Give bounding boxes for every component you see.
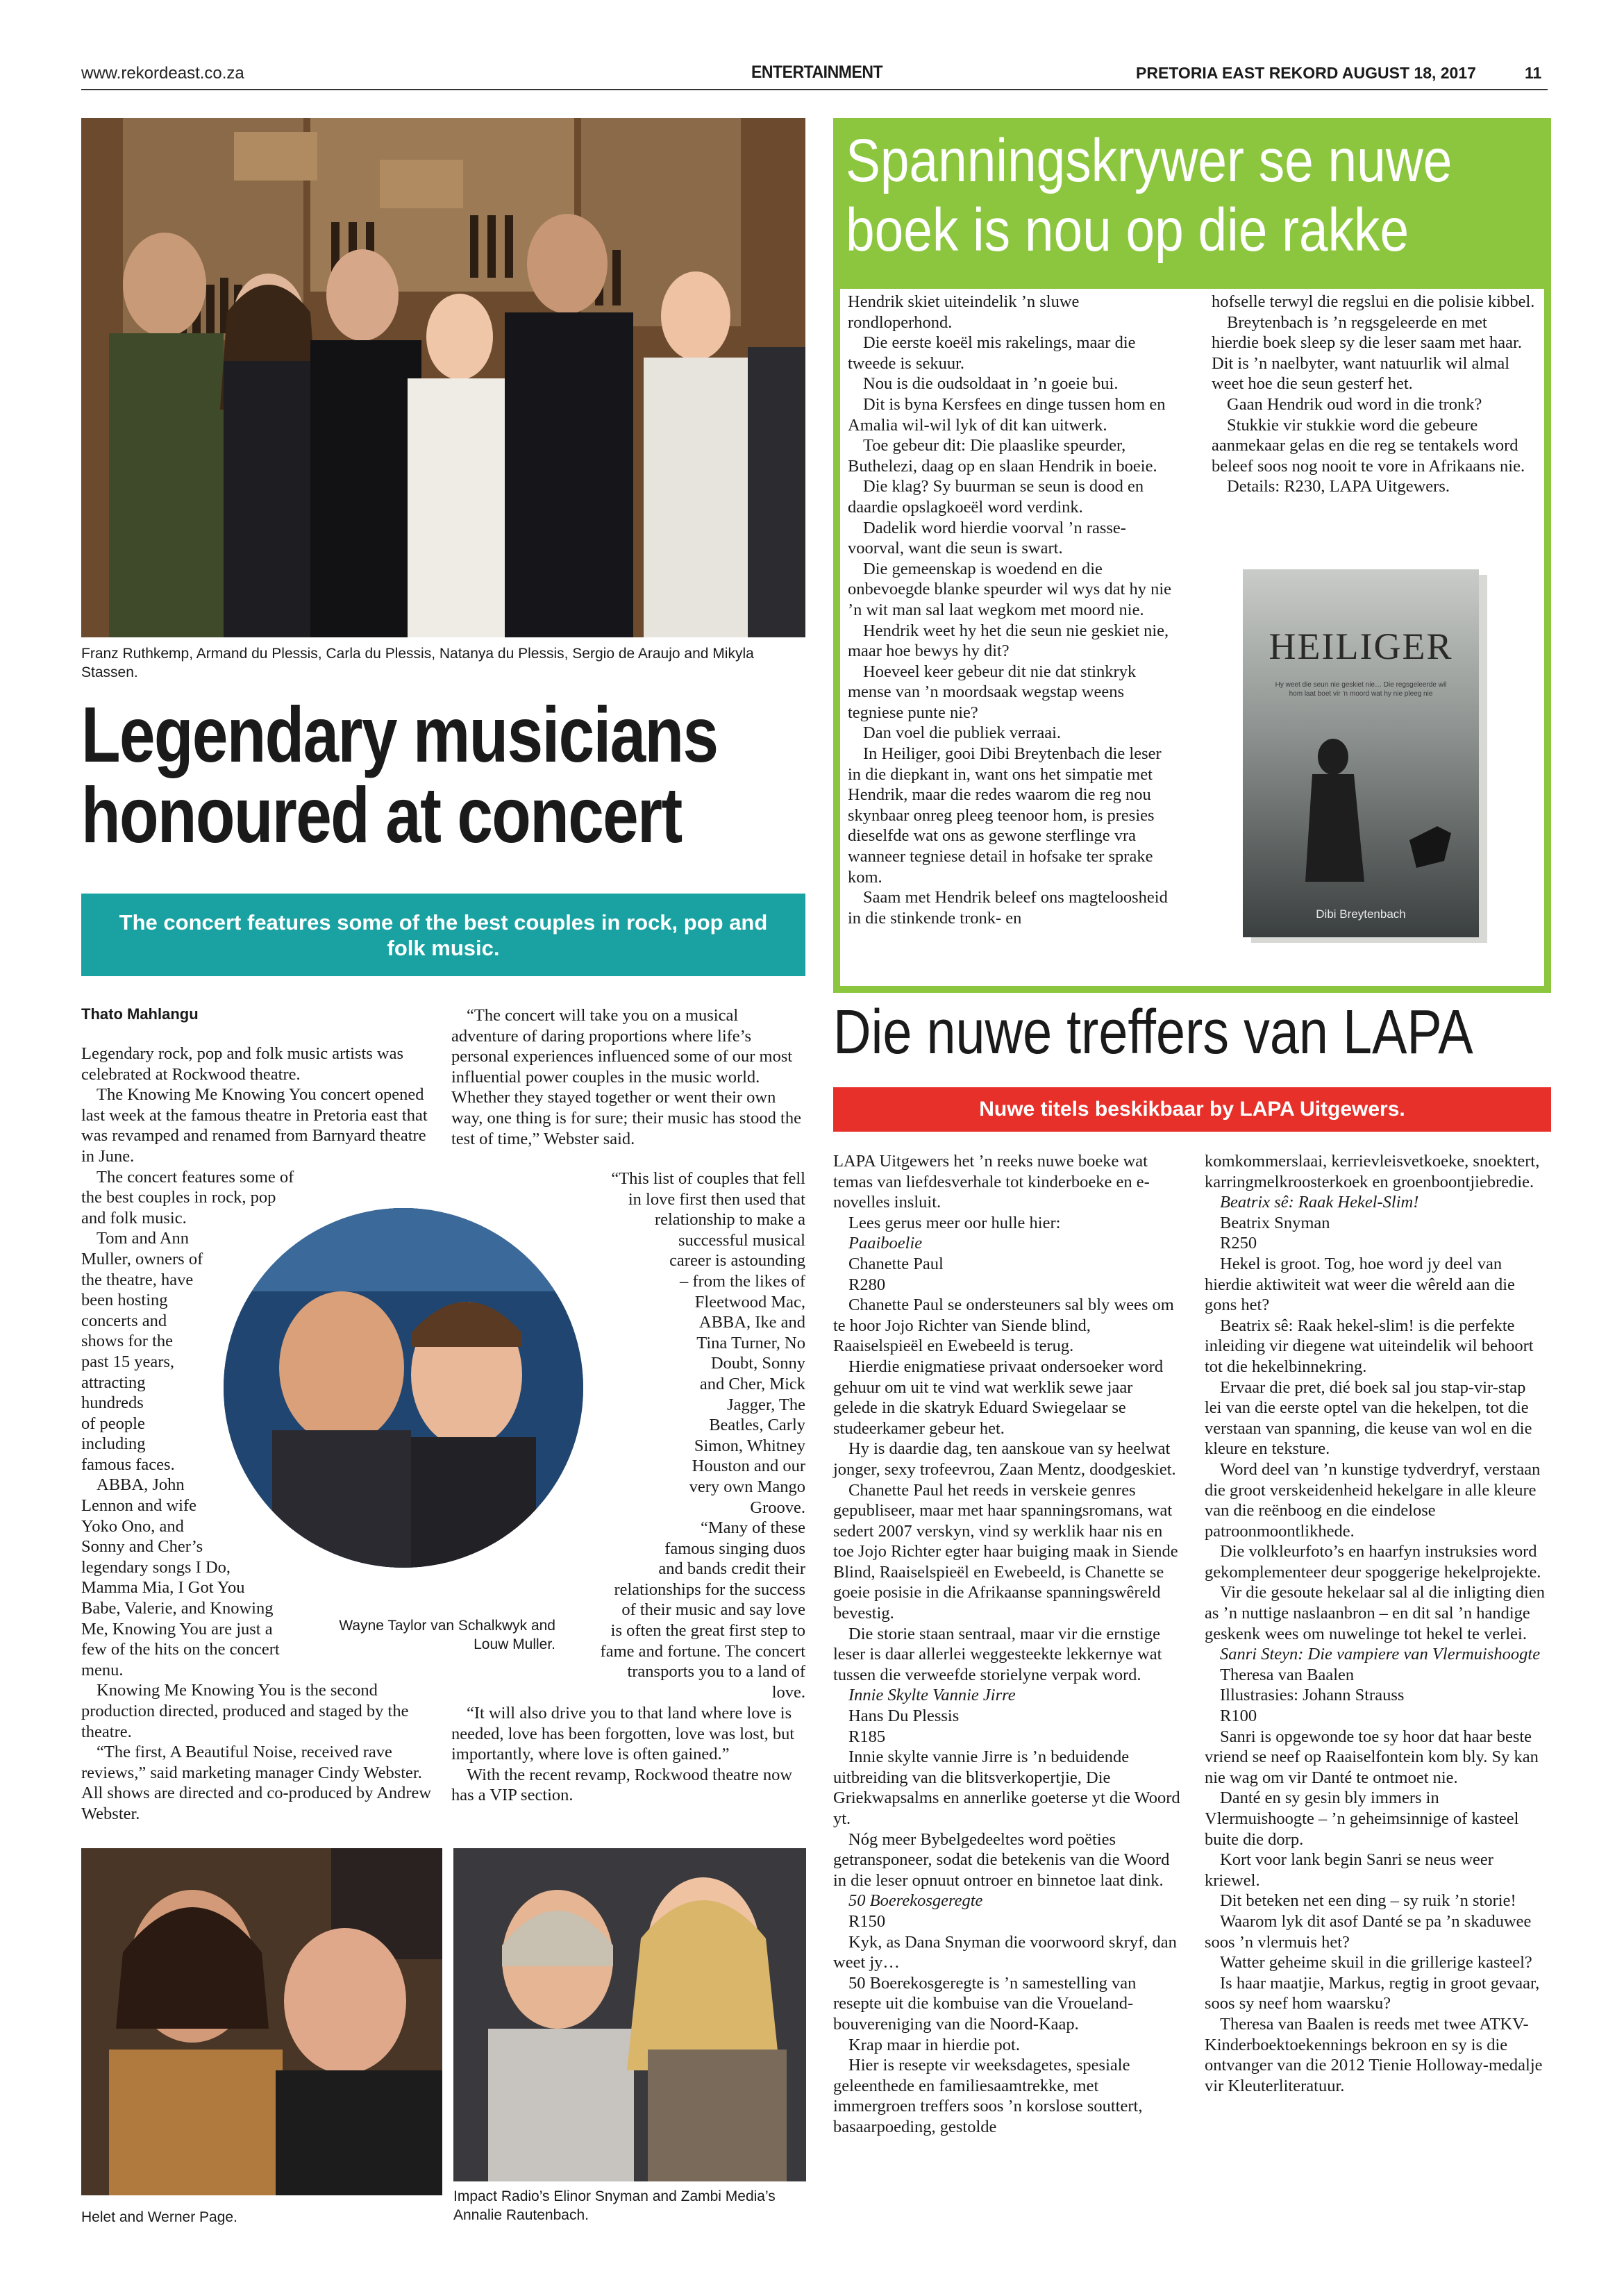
thriller-paragraph: Saam met Hendrik beleef ons magteloosheid in die stinkende tronk- en	[848, 888, 1168, 928]
lapa-paragraph: R185	[848, 1727, 886, 1746]
section-label: ENTERTAINMENT	[751, 62, 883, 82]
lapa-paragraph: komkommerslaai, kerrievleisvetkoeke, snoektert, karringmelkroosterkoek en groenboontjiebredie.	[1205, 1152, 1540, 1191]
thriller-col2	[1212, 292, 1538, 497]
wrap-line: Fleetwood Mac,	[694, 1292, 805, 1312]
thriller-paragraph: Hendrik skiet uiteindelik ’n sluwe rondloperhond.	[848, 292, 1080, 332]
lapa-standfirst: Nuwe titels beskikbaar by LAPA Uitgewers.	[979, 1098, 1405, 1121]
wrap-line: relationships for the success	[614, 1579, 805, 1599]
concert-col2-p4: “It will also drive you to that land where love is needed, love has been forgotten, love was lost, but importantly, where love is often gained.”	[451, 1704, 795, 1764]
lapa-headline: Die nuwe treffers van LAPA	[833, 998, 1473, 1067]
concert-p4-line: the theatre, have	[81, 1270, 194, 1289]
lapa-book-title: Paaiboelie	[848, 1234, 923, 1253]
lapa-paragraph: R150	[848, 1911, 886, 1931]
book-cover	[1243, 569, 1479, 937]
lapa-paragraph: Word deel van ’n kunstige tydverdryf, verstaan die groot verskeidenheid hekelgare in alle kleure van die reënboog en die eindelose patroonmoontlikhede.	[1205, 1459, 1541, 1541]
page-url: www.rekordeast.co.za	[81, 64, 244, 83]
lapa-paragraph: Hans Du Plessis	[848, 1707, 960, 1726]
lapa-paragraph: Lees gerus meer oor hulle hier:	[848, 1213, 1061, 1232]
concert-standfirst-bar	[81, 894, 805, 976]
thriller-col1	[848, 292, 1178, 928]
lapa-paragraph: Hy is daardie dag, ten aanskoue van sy heelwat jonger, sexy trofeevrou, Zaan Mentz, doodgeskiet.	[833, 1439, 1176, 1479]
lapa-paragraph: Sanri is opgewonde toe sy hoor dat haar beste vriend se neef op Raaiselfontein kom bly. Sy kan nie wag om vir Danté te ontmoet nie.	[1205, 1727, 1539, 1787]
wrap-line: Simon, Whitney	[694, 1436, 805, 1455]
photo-elinor-zambi	[453, 1848, 806, 2181]
concert-p5-line: Sonny and Cher’s	[81, 1537, 203, 1557]
lapa-paragraph: Kort voor lank begin Sanri se neus weer kriewel.	[1205, 1850, 1493, 1890]
concert-p2: The Knowing Me Knowing You concert opened last week at the famous theatre in Pretoria east that was revamped and renamed from Barnyard theatre in June.	[81, 1085, 428, 1166]
thriller-paragraph: Dit is byna Kersfees en dinge tussen hom en Amalia wil-wil lyk of dit kan uitwerk.	[848, 394, 1166, 435]
concert-standfirst: The concert features some of the best couples in rock, pop and folk music.	[119, 910, 768, 960]
wrap-line: famous singing duos	[664, 1539, 805, 1558]
wrap-line: very own Mango	[689, 1477, 805, 1496]
thriller-paragraph: Gaan Hendrik oud word in die tronk?	[1227, 394, 1482, 414]
thriller-paragraph: Die gemeenskap is woedend en die onbevoegde blanke speurder wil wys dat hy nie ’n wit man sal laat wegkom met moord nie.	[848, 559, 1172, 619]
wrap-line: in love first then used that	[628, 1189, 805, 1209]
thriller-paragraph: Hendrik weet hy het die seun nie geskiet nie, maar hoe bewys hy dit?	[848, 621, 1169, 661]
thriller-paragraph: Die eerste koeël mis rakelings, maar die tweede is sekuur.	[848, 333, 1136, 373]
lapa-paragraph: Die storie staan sentraal, maar vir die ernstige leser is daar allerlei weggesteekte lekkernye wat tussen die verweefde storielyne verpak word.	[833, 1624, 1162, 1684]
lapa-book-title: 50 Boerekosgeregte	[848, 1891, 983, 1911]
wrap-line: career is astounding	[669, 1251, 805, 1271]
concert-p5-line: Lennon and wife	[81, 1496, 196, 1516]
wrap-line: fame and fortune. The concert	[600, 1641, 805, 1661]
lapa-book-title: Beatrix sê: Raak Hekel-Slim!	[1220, 1193, 1419, 1212]
lapa-paragraph: Die volkleurfoto’s en haarfyn instruksies word gekomplementeer deur spoggerige hekelprojekte.	[1205, 1542, 1541, 1582]
concert-p4-line: of people	[81, 1414, 145, 1433]
book-silhouette	[1243, 722, 1479, 903]
wrap-line: relationship to make a	[654, 1210, 805, 1230]
concert-p5-line: Me, Knowing You are just a	[81, 1619, 273, 1639]
lapa-paragraph: Vir die gesoute hekelaar sal al die inligting dien as ’n nuttige naslaanbron – en dit sal ’n handige geskenk wees om nuwelinge tot hekel te verlei.	[1205, 1583, 1545, 1643]
concert-p4-line: including	[81, 1434, 146, 1454]
wrap-line: Doubt, Sonny	[710, 1354, 805, 1373]
wrap-line: is often the great first step to	[610, 1621, 805, 1641]
book-author: Dibi Breytenbach	[1316, 907, 1406, 921]
book-title: HEILIGER	[1269, 626, 1453, 667]
thriller-paragraph: Nou is die oudsoldaat in ’n goeie bui.	[863, 374, 1119, 394]
concert-p7: “The first, A Beautiful Noise, received rave reviews,” said marketing manager Cindy Webster. All shows are directed and co-produced by Andrew Webster.	[81, 1743, 432, 1823]
concert-p5-line: legendary songs I Do,	[81, 1557, 231, 1577]
wrap-line: Tina Turner, No	[696, 1333, 805, 1352]
lapa-paragraph: Nóg meer Bybelgedeeltes word poëties getransponeer, sodat die betekenis van die Woord in die leser opnuut ontroer en binnetoe laat dink.	[833, 1829, 1170, 1890]
concert-p6: Knowing Me Knowing You is the second production directed, produced and staged by the theatre.	[81, 1681, 409, 1741]
thriller-paragraph: hofselle terwyl die regslui en die polisie kibbel.	[1212, 292, 1535, 311]
wrap-line: of their music and say love	[621, 1600, 805, 1620]
lapa-paragraph: Dit beteken net een ding – sy ruik ’n storie!	[1220, 1891, 1516, 1911]
lapa-paragraph: Waarom lyk dit asof Danté se pa ’n skaduwee soos ’n vlermuis het?	[1205, 1911, 1532, 1952]
concert-col2-p1: “The concert will take you on a musical adventure of daring proportions where life’s personal experiences influenced some of our most influential power couples in the music world. Whether they stayed together or went their own way, one thing is for sure; their music has stood the test of time,” Webster said.	[451, 1006, 801, 1148]
lapa-paragraph: Chanette Paul	[848, 1254, 944, 1273]
thriller-paragraph: Dan voel die publiek verraai.	[863, 723, 1062, 743]
concert-p5-line: menu.	[81, 1660, 124, 1679]
lapa-paragraph: Ervaar die pret, dié boek sal jou stap-vir-stap lei van die eerste optel van die hekelpen, tot die verstaan van spanning, die keuse van wol en die kleure en teksture.	[1205, 1377, 1532, 1459]
lapa-col1	[833, 1151, 1180, 2138]
wrap-line: love.	[771, 1682, 805, 1702]
concert-p4-line: Muller, owners of	[81, 1249, 203, 1268]
concert-p3-line: the best couples in rock, pop	[81, 1188, 276, 1207]
wrap-line: Beatles, Carly	[709, 1416, 805, 1435]
byline: Thato Mahlangu	[81, 1005, 199, 1023]
wrap-line: and bands credit their	[658, 1559, 805, 1579]
thriller-paragraph: Hoeveel keer gebeur dit nie dat stinkryk mense van ’n moordsaak wegstap weens tegniese punte nie?	[848, 662, 1137, 722]
lapa-paragraph: Hierdie enigmatiese privaat ondersoeker word gehuur om uit te vind wat werklik sewe jaar gelede in die skatryk Eduard Swiegelaar se studeerkamer gebeur het.	[833, 1357, 1164, 1438]
lapa-paragraph: Theresa van Baalen is reeds met twee ATKV-Kinderboektoekennings bekroon en sy is die ontvanger van die 2012 Tienie Holloway-medalje vir Kleuterliteratuur.	[1205, 2014, 1543, 2095]
lapa-paragraph: LAPA Uitgewers het ’n reeks nuwe boeke wat temas van liefdesverhale tot kinderboeke en e-novelles insluit.	[833, 1152, 1150, 1212]
lapa-paragraph: Hier is resepte vir weeksdagetes, spesiale geleenthede en familiesaamtrekke, met immergroen treffers soos ’n korslose souttert, basaarpoeding, gestolde	[833, 2056, 1143, 2136]
page-number: 11	[1525, 64, 1542, 82]
headline-line-2: honoured at concert	[81, 771, 682, 859]
thriller-headline-line-1: Spanningskrywer se nuwe	[846, 127, 1453, 194]
concert-intro: Legendary rock, pop and folk music artists was celebrated at Rockwood theatre.	[81, 1044, 404, 1084]
lapa-standfirst-bar	[833, 1087, 1551, 1132]
lapa-paragraph: Innie skylte vannie Jirre is ’n beduidende uitbreiding van die blitsverkopertjie, Die Griekwapsalms en annerlike goeterse yt die Woord yt.	[833, 1748, 1180, 1828]
wrap-line: Jagger, The	[727, 1395, 805, 1414]
group-photo	[81, 118, 805, 637]
lapa-paragraph: Danté en sy gesin bly immers in Vlermuishoogte – ’n geheimsinnige of kasteel buite die dorp.	[1205, 1788, 1519, 1849]
lapa-paragraph: R250	[1220, 1234, 1257, 1253]
wrap-line: ABBA, Ike and	[698, 1313, 805, 1332]
lapa-book-title: Innie Skylte Vannie Jirre	[848, 1686, 1016, 1705]
lapa-paragraph: Beatrix Snyman	[1220, 1213, 1330, 1232]
lapa-paragraph: R100	[1220, 1707, 1257, 1726]
concert-p5-line: ABBA, John	[97, 1475, 185, 1495]
wrap-line: Houston and our	[692, 1457, 805, 1476]
lapa-paragraph: 50 Boerekosgeregte is ’n samestelling van resepte uit die kombuise van die Vrouelandbouvereniging van die Noord-Kaap.	[833, 1973, 1137, 2034]
wrap-line: Groove.	[750, 1498, 805, 1517]
concert-p4-line: shows for the	[81, 1332, 174, 1351]
thriller-paragraph: Details: R230, LAPA Uitgewers.	[1227, 477, 1450, 496]
lapa-paragraph: Beatrix sê: Raak hekel-slim! is die perfekte inleiding vir diegene wat uiteindelik wil behoort tot die hekelbinnekring.	[1205, 1316, 1534, 1376]
lapa-paragraph: Theresa van Baalen	[1220, 1665, 1355, 1684]
photo-helet-werner	[81, 1848, 442, 2195]
circle-photo-caption: Wayne Taylor van Schalkwyk and Louw Muller.	[339, 1618, 555, 1652]
concert-p5-line: Yoko Ono, and	[81, 1516, 184, 1536]
concert-p3-line: and folk music.	[81, 1208, 187, 1227]
lapa-paragraph: Kyk, as Dana Snyman die voorwoord skryf, dan weet jy…	[833, 1932, 1177, 1972]
wrap-line: “Many of these	[700, 1518, 805, 1538]
thriller-headline	[846, 126, 1453, 265]
lapa-paragraph: Illustrasies: Johann Strauss	[1220, 1686, 1405, 1705]
concert-p5-line: few of the hits on the concert	[81, 1640, 280, 1659]
thriller-paragraph: Dadelik word hierdie voorval ’n rasse-voorval, want die seun is swart.	[848, 518, 1126, 558]
concert-p5-line: Babe, Valerie, and Knowing	[81, 1599, 274, 1618]
lapa-col2	[1205, 1151, 1545, 2096]
headline-line-1: Legendary musicians	[81, 691, 718, 778]
lapa-paragraph: Chanette Paul het reeds in verskeie genres gepubliseer, maar met haar spanningsromans, wat sedert 2007 verskyn, vind sy werklik haar nis en toe Jojo Richter egter haar buiging maak in Siende Blind, Raaiselspieël en Ewebeeld, is Chanette se goeie posisie in die Afrikaanse spanningswêreld bevestig.	[833, 1480, 1178, 1623]
wrap-line: transports you to a land of	[627, 1662, 805, 1682]
book-tagline: Hy weet die seun nie geskiet nie… Die regsgeleerde wil hom laat boet vir ’n moord wat hy nie pleeg nie	[1275, 681, 1447, 698]
lapa-paragraph: R280	[848, 1275, 886, 1294]
concert-p4-line: been hosting	[81, 1291, 168, 1310]
thriller-headline-line-2: boek is nou op die rakke	[846, 196, 1409, 264]
concert-p4-line: Tom and Ann	[97, 1229, 190, 1248]
thriller-paragraph: Stukkie vir stukkie word die gebeure aanmekaar gelas en die reg se tentakels word beleef soos nog nooit te vore in Afrikaans nie.	[1212, 415, 1525, 476]
concert-col2-top	[451, 1005, 805, 1149]
wrap-line: successful musical	[678, 1230, 805, 1250]
lapa-book-title: Sanri Steyn: Die vampiere van Vlermuishoogte	[1220, 1645, 1541, 1664]
group-photo-caption: Franz Ruthkemp, Armand du Plessis, Carla du Plessis, Natanya du Plessis, Sergio de Araujo and Mikyla Stassen.	[81, 646, 754, 680]
concert-p4-line: famous faces.	[81, 1455, 175, 1474]
concert-p4-line: hundreds	[81, 1393, 144, 1413]
thriller-paragraph: Toe gebeur dit: Die plaaslike speurder, Buthelezi, daag op en slaan Hendrik in boeie.	[848, 436, 1157, 476]
lapa-paragraph: Watter geheime skuil in die grillerige kasteel?	[1220, 1953, 1532, 1972]
lapa-paragraph: Krap maar in hierdie pot.	[848, 2035, 1020, 2054]
publication-line: PRETORIA EAST REKORD AUGUST 18, 2017	[1136, 64, 1476, 82]
thriller-paragraph: Die klag? Sy buurman se seun is dood en daardie opslagkoeël word verdink.	[848, 477, 1144, 517]
concert-p4-line: attracting	[81, 1373, 146, 1392]
concert-col2-p5: With the recent revamp, Rockwood theatre now has a VIP section.	[451, 1765, 793, 1805]
wrap-line: and Cher, Mick	[699, 1374, 805, 1393]
lapa-paragraph: Hekel is groot. Tog, hoe word jy deel van hierdie aktiwiteit wat weer die wêreld aan die gons het?	[1205, 1254, 1515, 1315]
concert-col2-wrap	[451, 1168, 805, 1702]
concert-col2-bottom	[451, 1703, 805, 1806]
concert-p4-line: concerts and	[81, 1311, 167, 1330]
concert-p3-line: The concert features some of	[97, 1167, 294, 1187]
concert-p4-line: past 15 years,	[81, 1352, 175, 1371]
thriller-paragraph: Breytenbach is ’n regsgeleerde en met hierdie boek sleep sy die leser saam met haar. Dit is ’n naelbyter, want natuurlik wil almal weet hoe die seun gesterf het.	[1212, 312, 1522, 394]
wrap-line: “This list of couples that fell	[611, 1169, 805, 1188]
wrap-line: – from the likes of	[680, 1271, 805, 1291]
concert-p5-line: Mamma Mia, I Got You	[81, 1578, 245, 1598]
thriller-paragraph: In Heiliger, gooi Dibi Breytenbach die leser in die diepkant in, want ons het simpatie met Hendrik, maar die redes waarom die reg nou skynbaar onreg pleeg teenoor hom, is presies dieselfde wat ons as gewone sterflinge vra wanneer tegniese detail in hofsake ter sprake kom.	[848, 744, 1162, 887]
header-rule	[81, 89, 1548, 90]
caption-elinor-zambi: Impact Radio’s Elinor Snyman and Zambi Media’s Annalie Rautenbach.	[453, 2188, 776, 2223]
concert-headline	[81, 691, 718, 859]
lapa-paragraph: Is haar maatjie, Markus, regtig in groot gevaar, soos sy neef hom waarsku?	[1205, 1973, 1540, 2013]
lapa-paragraph: Chanette Paul se ondersteuners sal bly wees om te hoor Jojo Richter van Siende blind, Raaiselspieël en Ewebeeld is terug.	[833, 1296, 1174, 1356]
caption-helet-werner: Helet and Werner Page.	[81, 2209, 237, 2225]
